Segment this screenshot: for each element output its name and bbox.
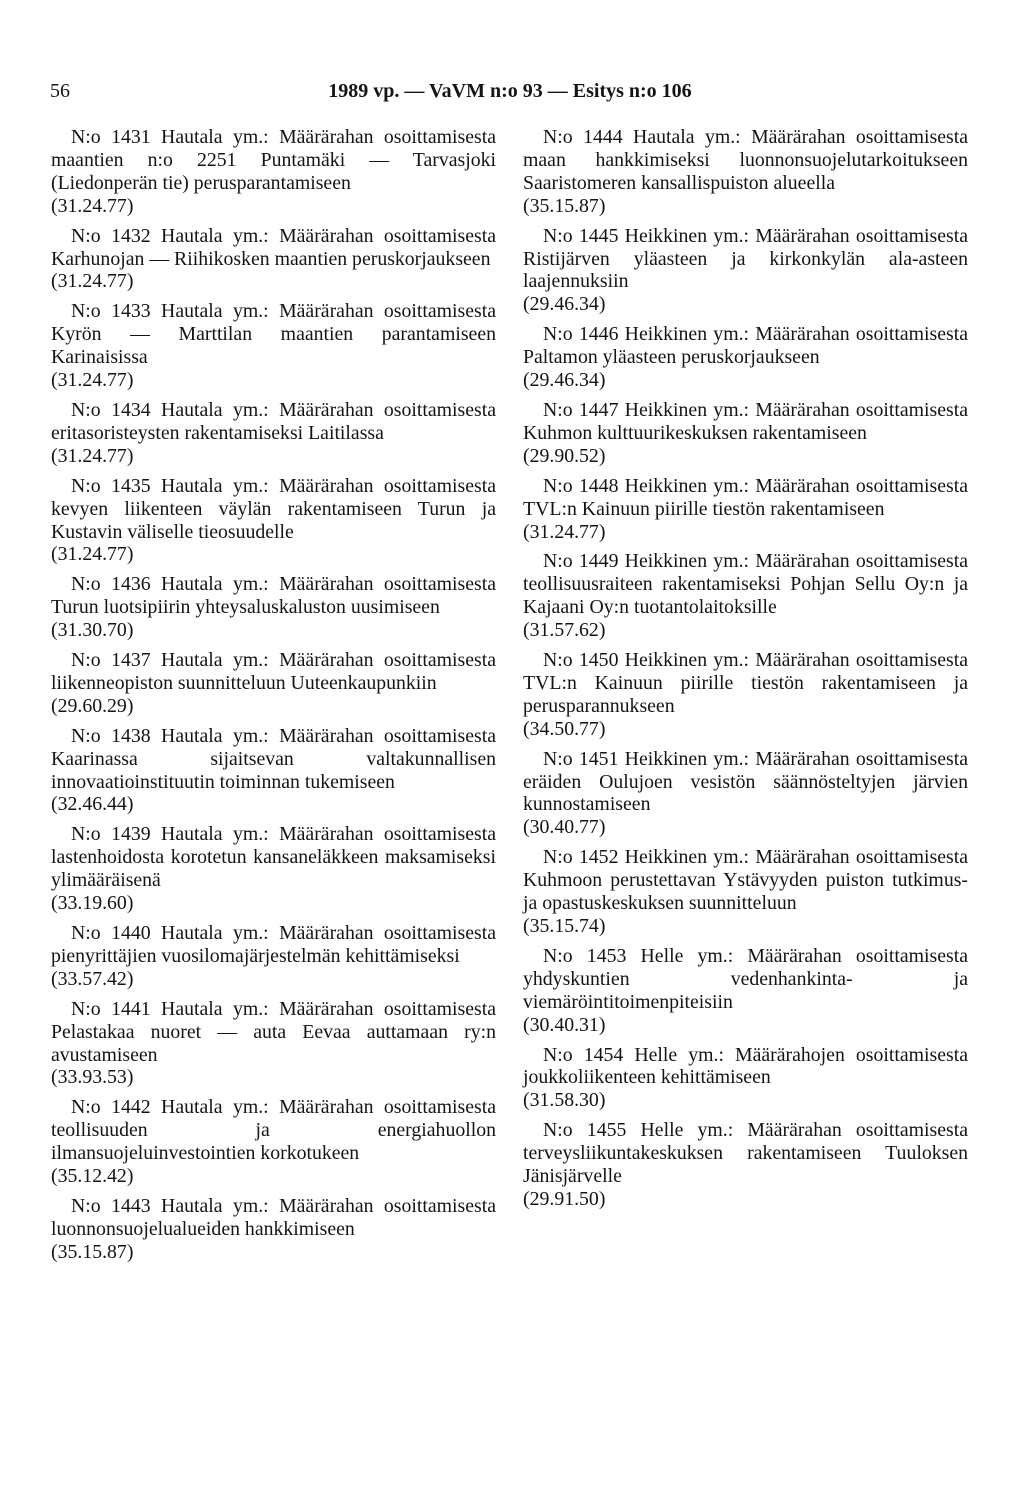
motion-text: N:o 1436 Hautala ym.: Määrärahan osoittamisesta Turun luotsipiirin yhteysaluskaluston uusimiseen (51, 573, 496, 619)
motion-budget-item: (31.24.77) (51, 543, 134, 566)
motion-entry (51, 225, 496, 294)
motion-text: N:o 1455 Helle ym.: Määrärahan osoittamisesta terveysliikuntakeskuksen rakentamiseen Tuuloksen Jänisjärvelle (523, 1119, 968, 1188)
motion-text: N:o 1448 Heikkinen ym.: Määrärahan osoittamisesta TVL:n Kainuun piirille tiestön rakentamiseen (523, 474, 968, 520)
motion-text: N:o 1443 Hautala ym.: Määrärahan osoittamisesta luonnonsuojelualueiden hankkimiseen (51, 1194, 496, 1240)
motion-budget-item: (35.12.42) (51, 1165, 134, 1188)
motion-budget-item: (31.24.77) (51, 444, 134, 467)
motion-budget-item: (31.24.77) (51, 369, 134, 392)
right-column (523, 126, 968, 1218)
motion-budget-item: (31.24.77) (51, 194, 134, 217)
motion-text: N:o 1447 Heikkinen ym.: Määrärahan osoittamisesta Kuhmon kulttuurikeskuksen rakentamiseen (523, 398, 968, 444)
motion-entry (523, 126, 968, 218)
motion-budget-item: (34.50.77) (523, 717, 606, 740)
motion-budget-item: (33.19.60) (51, 892, 134, 915)
motion-text: N:o 1454 Helle ym.: Määrärahojen osoittamisesta joukkoliikenteen kehittämiseen (523, 1043, 968, 1089)
motion-text: N:o 1439 Hautala ym.: Määrärahan osoittamisesta lastenhoidosta korotetun kansaneläkkeen maksamiseksi ylimääräisenä (51, 823, 496, 892)
motion-text: N:o 1432 Hautala ym.: Määrärahan osoittamisesta Karhunojan — Riihikosken maantien peruskorjaukseen (51, 224, 496, 270)
motion-entry (523, 649, 968, 741)
motion-entry (523, 1119, 968, 1211)
motion-text: N:o 1438 Hautala ym.: Määrärahan osoittamisesta Kaarinassa sijaitsevan valtakunnallisen innovaatioinstituutin toiminnan tukemiseen (51, 724, 496, 793)
left-column (51, 126, 496, 1271)
motion-budget-item: (30.40.31) (523, 1013, 606, 1036)
motion-entry (51, 573, 496, 642)
page-number: 56 (50, 80, 70, 102)
motion-entry (523, 475, 968, 544)
motion-entry (51, 823, 496, 915)
motion-entry (51, 1096, 496, 1188)
motion-text: N:o 1452 Heikkinen ym.: Määrärahan osoittamisesta Kuhmoon perustettavan Ystävyyden puiston tutkimus- ja opastuskeskuksen suunnitteluun (523, 846, 968, 915)
motion-text: N:o 1446 Heikkinen ym.: Määrärahan osoittamisesta Paltamon yläasteen peruskorjaukseen (523, 323, 968, 369)
motion-text: N:o 1440 Hautala ym.: Määrärahan osoittamisesta pienyrittäjien vuosilomajärjestelmän kehittämiseksi (51, 922, 496, 967)
motion-entry (51, 126, 496, 218)
motion-budget-item: (35.15.87) (523, 194, 606, 217)
motion-text: N:o 1451 Heikkinen ym.: Määrärahan osoittamisesta eräiden Oulujoen vesistön säännösteltyjen järvien kunnostamiseen (523, 747, 968, 816)
motion-text: N:o 1435 Hautala ym.: Määrärahan osoittamisesta kevyen liikenteen väylän rakentamiseen Turun ja Kustavin väliselle tieosuudelle (51, 474, 496, 543)
page-header (0, 80, 1024, 108)
motion-entry (51, 475, 496, 567)
motion-entry (523, 945, 968, 1037)
motion-entry (523, 748, 968, 840)
motion-entry (51, 1195, 496, 1264)
motion-entry (51, 725, 496, 817)
motion-entry (51, 399, 496, 468)
motion-entry (523, 550, 968, 642)
motion-budget-item: (31.24.77) (51, 270, 134, 293)
motion-budget-item: (29.91.50) (523, 1187, 606, 1210)
motion-budget-item: (29.46.34) (523, 369, 606, 392)
motion-budget-item: (30.40.77) (523, 816, 606, 839)
motion-text: N:o 1433 Hautala ym.: Määrärahan osoittamisesta Kyrön — Marttilan maantien parantamiseen Karinaisissa (51, 300, 496, 369)
motion-budget-item: (29.60.29) (51, 694, 134, 717)
motion-budget-item: (35.15.87) (51, 1240, 134, 1263)
motion-entry (523, 1044, 968, 1113)
motion-entry (523, 323, 968, 392)
running-head: 1989 vp. — VaVM n:o 93 — Esitys n:o 106 (328, 80, 692, 102)
motion-budget-item: (31.57.62) (523, 619, 606, 642)
motion-budget-item: (33.57.42) (51, 967, 134, 990)
motion-budget-item: (29.46.34) (523, 293, 606, 316)
motion-entry (523, 846, 968, 938)
motion-entry (51, 649, 496, 718)
motion-budget-item: (32.46.44) (51, 793, 134, 816)
motion-text: N:o 1450 Heikkinen ym.: Määrärahan osoittamisesta TVL:n Kainuun piirille tiestön rakentamiseen ja perusparannukseen (523, 649, 968, 717)
motion-entry (51, 998, 496, 1090)
motion-text: N:o 1449 Heikkinen ym.: Määrärahan osoittamisesta teollisuusraiteen rakentamiseksi Pohjan Sellu Oy:n ja Kajaani Oy:n tuotantolaitoksille (523, 550, 968, 619)
motion-text: N:o 1444 Hautala ym.: Määrärahan osoittamisesta maan hankkimiseksi luonnonsuojelutarkoitukseen Saaristomeren kansallispuiston alueella (523, 126, 968, 194)
motion-text: N:o 1445 Heikkinen ym.: Määrärahan osoittamisesta Ristijärven yläasteen ja kirkonkylän ala-asteen laajennuksiin (523, 224, 968, 293)
motion-budget-item: (35.15.74) (523, 915, 606, 937)
motion-entry (51, 300, 496, 392)
motion-budget-item: (31.58.30) (523, 1089, 606, 1112)
motion-entry (523, 225, 968, 317)
motion-budget-item: (33.93.53) (51, 1066, 134, 1089)
motion-text: N:o 1453 Helle ym.: Määrärahan osoittamisesta yhdyskuntien vedenhankinta- ja viemäröintitoimenpiteisiin (523, 944, 968, 1013)
motion-budget-item: (31.24.77) (523, 520, 606, 543)
motion-text: N:o 1441 Hautala ym.: Määrärahan osoittamisesta Pelastakaa nuoret — auta Eevaa auttamaan ry:n avustamiseen (51, 997, 496, 1066)
motion-budget-item: (31.30.70) (51, 619, 134, 642)
motion-budget-item: (29.90.52) (523, 444, 606, 467)
motion-text: N:o 1442 Hautala ym.: Määrärahan osoittamisesta teollisuuden ja energiahuollon ilmansuojeluinvestointien korkotukeen (51, 1096, 496, 1165)
motion-text: N:o 1437 Hautala ym.: Määrärahan osoittamisesta liikenneopiston suunnitteluun Uuteenkaupunkiin (51, 649, 496, 694)
motion-text: N:o 1434 Hautala ym.: Määrärahan osoittamisesta eritasoristeysten rakentamiseksi Laitilassa (51, 398, 496, 444)
motion-entry (523, 399, 968, 468)
motion-text: N:o 1431 Hautala ym.: Määrärahan osoittamisesta maantien n:o 2251 Puntamäki — Tarvasjoki (Liedonperän tie) perusparantamiseen (51, 126, 496, 194)
motion-entry (51, 922, 496, 991)
